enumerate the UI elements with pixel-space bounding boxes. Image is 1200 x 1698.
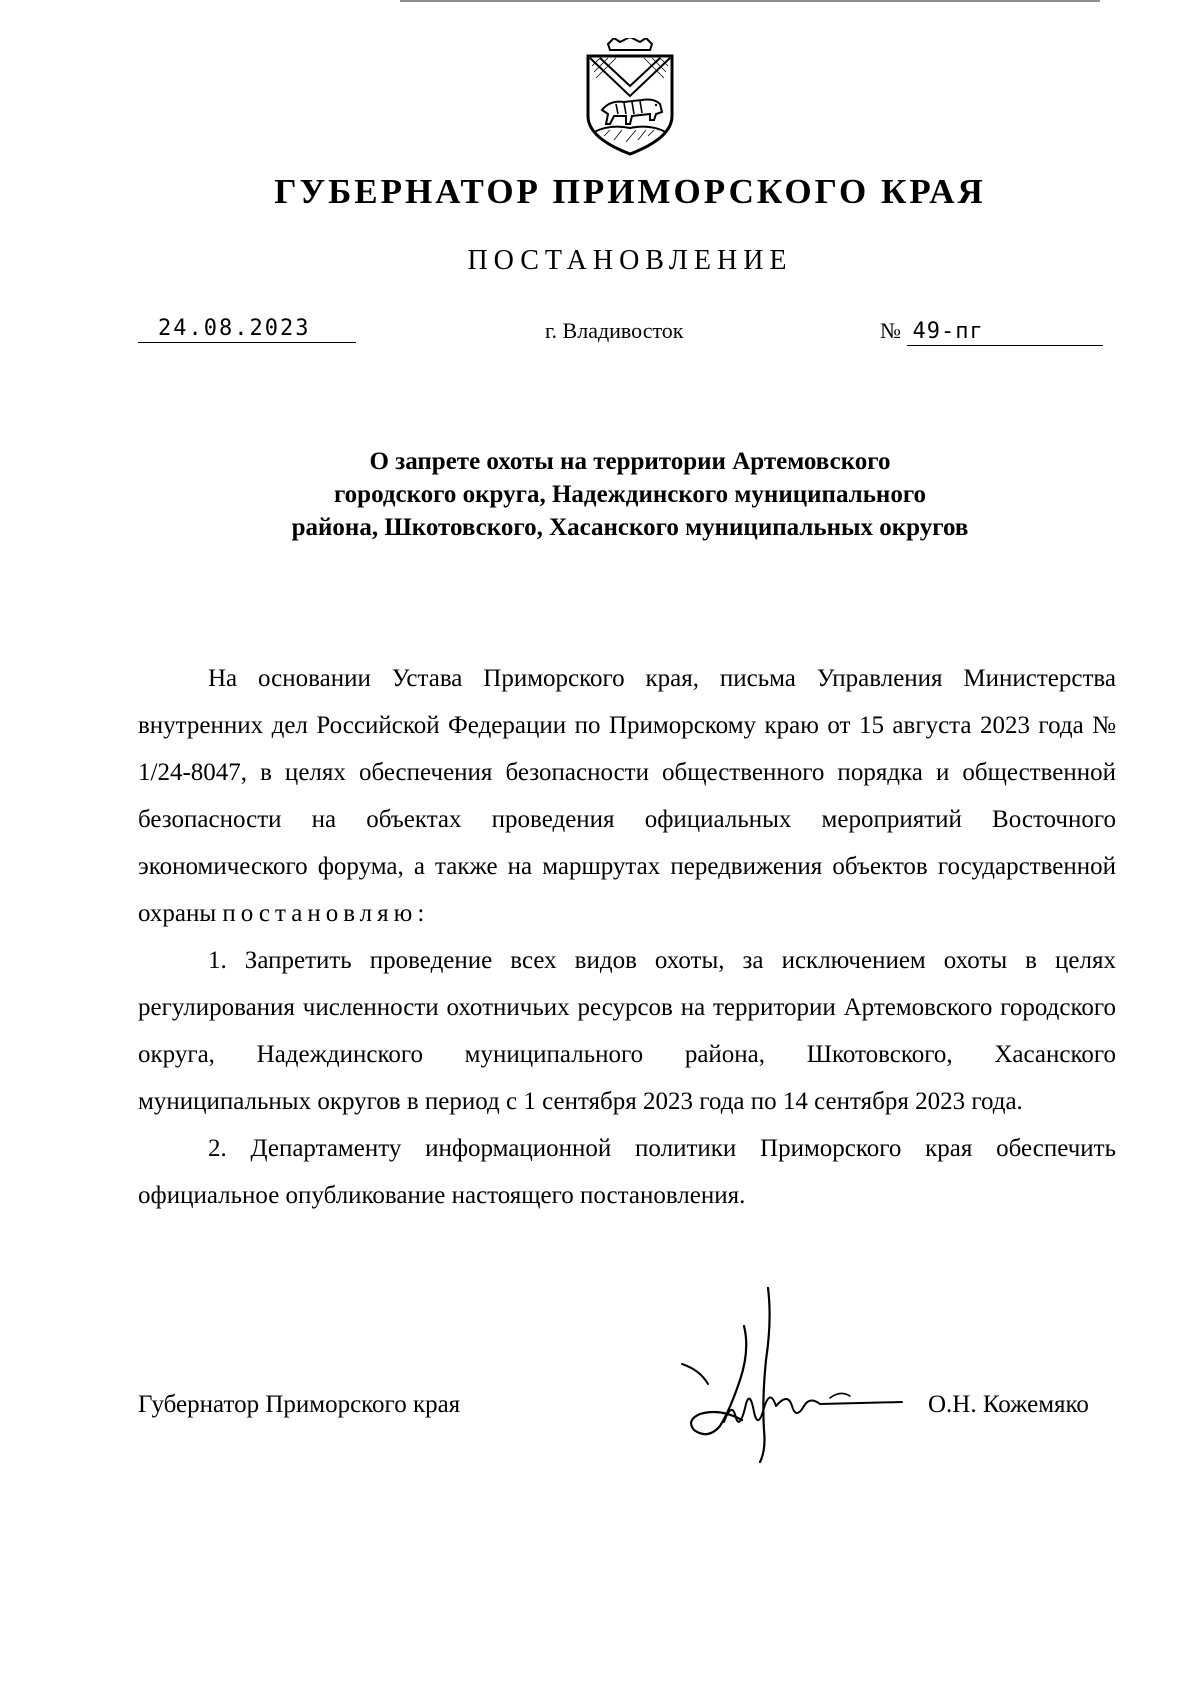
document-type: ПОСТАНОВЛЕНИЕ — [467, 245, 793, 276]
coat-of-arms-emblem — [580, 38, 680, 158]
title-line: О запрете охоты на территории Артемовского — [369, 448, 891, 475]
item-1-paragraph: 1. Запретить проведение всех видов охоты, за исключением охоты в целях регулирования численности охотничьих ресурсов на территории Артемовского городского округа, Надеждинского муниципального района, Шкотовского, Хасанского муниципальных округов в период с 1 сентября 2023 года по 14 сентября 2023 года. — [138, 947, 1116, 1115]
document-city: г. Владивосток — [545, 318, 684, 343]
document-date: 24.08.2023 — [138, 316, 356, 343]
preamble-paragraph — [138, 655, 1116, 937]
title-line: городского округа, Надеждинского муниципального — [333, 481, 927, 508]
preamble-text: На основании Устава Приморского края, письма Управления Министерства внутренних дел Российской Федерации по Приморскому краю от 15 августа 2023 года № 1/24-8047, в целях обеспечения безопасности общественного порядка и общественной безопасности на объектах проведения официальных мероприятий Восточного экономического форума, а также на маршрутах передвижения объектов государственной охраны — [138, 665, 1116, 927]
title-line: района, Шкотовского, Хасанского муниципальных округов — [291, 514, 969, 541]
issuing-authority: ГУБЕРНАТОР ПРИМОРСКОГО КРАЯ — [274, 172, 986, 211]
number-sign: № — [880, 318, 901, 343]
document-number — [880, 318, 1116, 346]
item-2-paragraph: 2. Департаменту информационной политики Приморского края обеспечить официальное опубликование настоящего постановления. — [138, 1135, 1116, 1209]
document-body — [138, 655, 1116, 1219]
resolve-word: постановляю — [222, 900, 418, 927]
scan-edge-line — [400, 0, 1100, 2]
number-value: 49-пг — [907, 319, 1103, 346]
signer-title: Губернатор Приморского края — [138, 1391, 461, 1418]
resolve-colon: : — [417, 900, 425, 927]
handwritten-signature — [680, 1280, 910, 1470]
signer-name: О.Н. Кожемяко — [928, 1391, 1089, 1418]
document-title — [200, 445, 1060, 544]
